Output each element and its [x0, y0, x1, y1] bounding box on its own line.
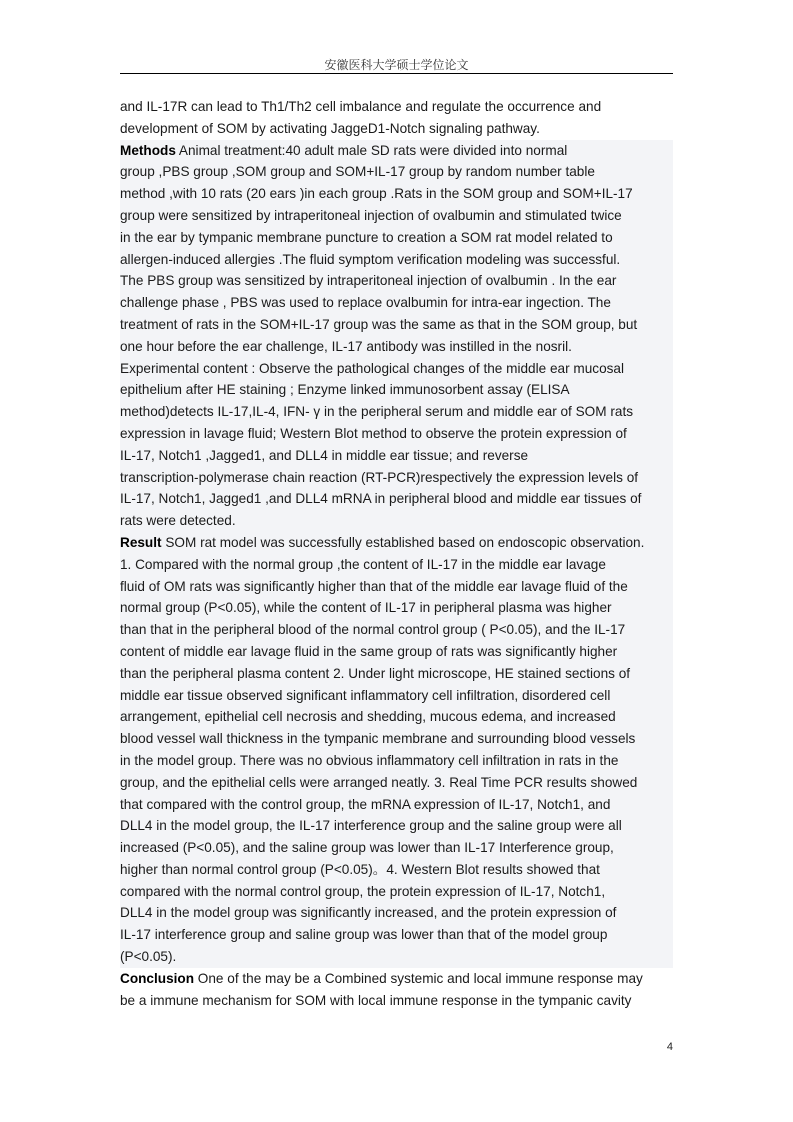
text-line: blood vessel wall thickness in the tympanic membrane and surrounding blood vessels	[120, 728, 673, 750]
text-line: that compared with the control group, the mRNA expression of IL-17, Notch1, and	[120, 794, 673, 816]
text-line: (P<0.05).	[120, 946, 673, 968]
text-line: SOM rat model was successfully established based on endoscopic observation.	[165, 534, 645, 550]
text-line: challenge phase , PBS was used to replace ovalbumin for intra-ear ingection. The	[120, 292, 673, 314]
text-line: group, and the epithelial cells were arranged neatly. 3. Real Time PCR results showed	[120, 772, 673, 794]
header-rule	[120, 73, 673, 74]
page-number: 4	[666, 1041, 673, 1053]
text-line: IL-17, Notch1, Jagged1 ,and DLL4 mRNA in peripheral blood and middle ear tissues of	[120, 488, 673, 510]
text-line: Experimental content : Observe the pathological changes of the middle ear mucosal	[120, 358, 673, 380]
intro-paragraph	[120, 96, 673, 140]
text-line: IL-17 interference group and saline group was lower than that of the model group	[120, 924, 673, 946]
text-line: IL-17, Notch1 ,Jagged1, and DLL4 in middle ear tissue; and reverse	[120, 445, 673, 467]
text-line: method)detects IL-17,IL-4, IFN- γ in the peripheral serum and middle ear of SOM rats	[120, 401, 673, 423]
text-line: in the ear by tympanic membrane puncture to creation a SOM rat model related to	[120, 227, 673, 249]
text-line: than that in the peripheral blood of the normal control group ( P<0.05), and the IL-17	[120, 619, 673, 641]
result-heading: Result	[120, 534, 162, 550]
text-line: middle ear tissue observed significant inflammatory cell infiltration, disordered cell	[120, 685, 673, 707]
text-line: group were sensitized by intraperitoneal injection of ovalbumin and stimulated twice	[120, 205, 673, 227]
text-line: method ,with 10 rats (20 ears )in each group .Rats in the SOM group and SOM+IL-17	[120, 183, 673, 205]
methods-heading: Methods	[120, 142, 176, 158]
text-line: allergen-induced allergies .The fluid symptom verification modeling was successful.	[120, 249, 673, 271]
text-line: rats were detected.	[120, 510, 673, 532]
text-line: group ,PBS group ,SOM group and SOM+IL-17 group by random number table	[120, 161, 673, 183]
conclusion-section	[120, 968, 673, 1012]
methods-first-line	[120, 140, 673, 162]
text-line: compared with the normal control group, the protein expression of IL-17, Notch1,	[120, 881, 673, 903]
conclusion-heading: Conclusion	[120, 970, 195, 986]
text-line: content of middle ear lavage fluid in the same group of rats was significantly higher	[120, 641, 673, 663]
text-line: development of SOM by activating JaggeD1-Notch signaling pathway.	[120, 120, 540, 136]
result-section	[120, 532, 673, 968]
running-header: 安徽医科大学硕士学位论文	[324, 58, 469, 72]
text-line: epithelium after HE staining ; Enzyme linked immunosorbent assay (ELISA	[120, 379, 673, 401]
text-line: be a immune mechanism for SOM with local immune response in the tympanic cavity	[120, 992, 632, 1008]
text-line: Animal treatment:40 adult male SD rats were divided into normal	[178, 142, 568, 158]
text-line: increased (P<0.05), and the saline group was lower than IL-17 Interference group,	[120, 837, 673, 859]
text-line: DLL4 in the model group, the IL-17 interference group and the saline group were all	[120, 815, 673, 837]
text-line: transcription-polymerase chain reaction (RT-PCR)respectively the expression levels of	[120, 467, 673, 489]
text-line: fluid of OM rats was significantly higher than that of the middle ear lavage fluid of the	[120, 576, 673, 598]
text-line: one hour before the ear challenge, IL-17 antibody was instilled in the nosril.	[120, 336, 673, 358]
text-line: One of the may be a Combined systemic and local immune response may	[197, 970, 643, 986]
text-line: DLL4 in the model group was significantly increased, and the protein expression of	[120, 902, 673, 924]
text-line: than the peripheral plasma content 2. Under light microscope, HE stained sections of	[120, 663, 673, 685]
text-line: normal group (P<0.05), while the content of IL-17 in peripheral plasma was higher	[120, 597, 673, 619]
text-line: treatment of rats in the SOM+IL-17 group was the same as that in the SOM group, but	[120, 314, 673, 336]
text-line: and IL-17R can lead to Th1/Th2 cell imbalance and regulate the occurrence and	[120, 99, 602, 114]
text-line: The PBS group was sensitized by intraperitoneal injection of ovalbumin . In the ear	[120, 270, 673, 292]
abstract-body	[120, 96, 673, 1011]
text-line: 1. Compared with the normal group ,the content of IL-17 in the middle ear lavage	[120, 554, 673, 576]
text-line: arrangement, epithelial cell necrosis and shedding, mucous edema, and increased	[120, 706, 673, 728]
text-line: higher than normal control group (P<0.05)。4. Western Blot results showed that	[120, 859, 673, 881]
conclusion-first-line	[120, 968, 673, 990]
result-first-line	[120, 532, 673, 554]
text-line: in the model group. There was no obvious inflammatory cell infiltration in rats in the	[120, 750, 673, 772]
methods-section	[120, 140, 673, 532]
text-line: expression in lavage fluid; Western Blot method to observe the protein expression of	[120, 423, 673, 445]
